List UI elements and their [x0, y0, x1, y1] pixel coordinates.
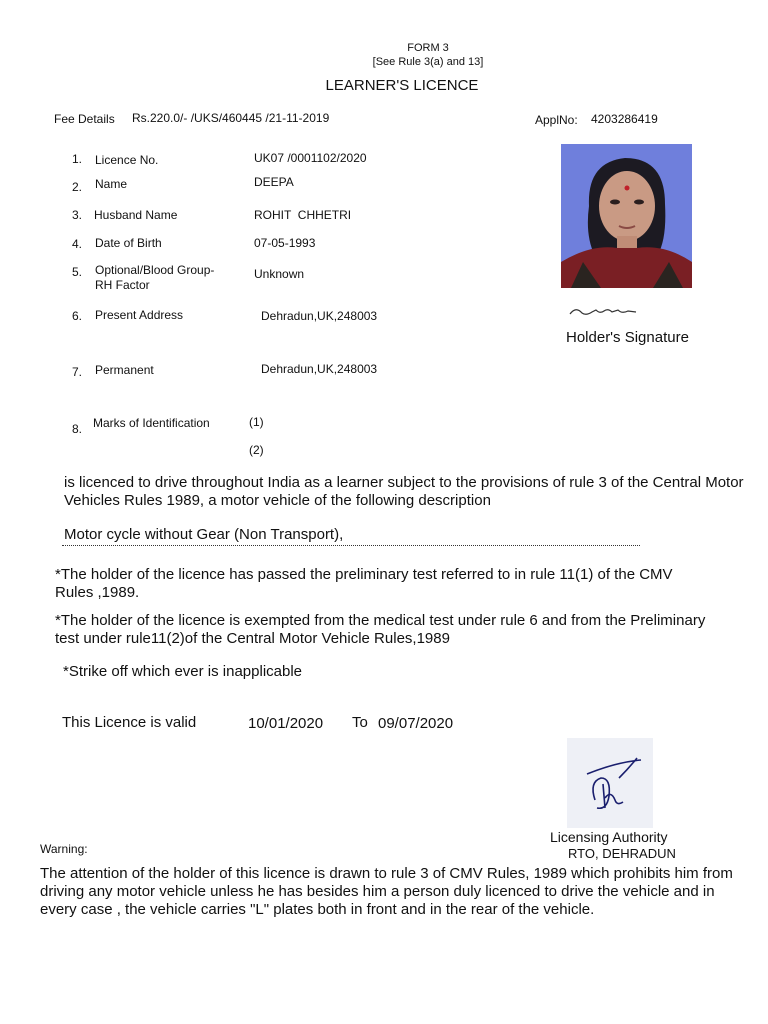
- husband-name-value: ROHIT CHHETRI: [254, 208, 352, 222]
- page-title: LEARNER'S LICENCE: [325, 77, 479, 94]
- warning-label: Warning:: [40, 842, 88, 856]
- holder-signature-label: Holder's Signature: [566, 329, 689, 346]
- authority-signature-icon: [567, 738, 653, 828]
- licence-description: is licenced to drive throughout India as a learner subject to the provisions of rule 3 of the Central Motor Vehicles Rules 1989, a motor vehicle of the following description: [64, 474, 744, 509]
- field-number: 2.: [72, 180, 83, 194]
- licence-no-label: Licence No.: [95, 153, 159, 167]
- field-number: 4.: [72, 237, 83, 251]
- blood-group-label: Optional/Blood Group-: [95, 263, 215, 277]
- authority-signature-image: [567, 738, 653, 828]
- passed-test-note: *The holder of the licence has passed the preliminary test referred to in rule 11(1) of the CMV Rules ,1989.: [55, 566, 673, 601]
- present-address-label: Present Address: [95, 308, 184, 322]
- dob-value: 07-05-1993: [254, 236, 316, 250]
- dotted-divider: [62, 545, 640, 546]
- identification-marks-label: Marks of Identification: [93, 416, 210, 430]
- field-number: 7.: [72, 365, 83, 379]
- fee-details-label: Fee Details: [54, 112, 115, 126]
- vehicle-class: Motor cycle without Gear (Non Transport),: [64, 526, 344, 543]
- form-rule-reference: [See Rule 3(a) and 13]: [372, 56, 484, 68]
- permanent-address-value: Dehradun,UK,248003: [261, 362, 378, 376]
- holder-portrait-image: [561, 144, 692, 288]
- valid-to: 09/07/2020: [378, 715, 454, 732]
- field-number: 8.: [72, 422, 83, 436]
- appl-no-value: 4203286419: [591, 112, 658, 126]
- strike-off-note: *Strike off which ever is inapplicable: [63, 663, 303, 680]
- name-label: Name: [95, 177, 128, 191]
- blood-group-value: Unknown: [254, 267, 305, 281]
- licence-no-value: UK07 /0001102/2020: [254, 151, 367, 165]
- field-number: 1.: [72, 152, 83, 166]
- dob-label: Date of Birth: [95, 236, 162, 250]
- name-value: DEEPA: [254, 175, 294, 189]
- field-number: 6.: [72, 309, 83, 323]
- valid-from: 10/01/2020: [248, 715, 324, 732]
- fee-details-value: Rs.220.0/- /UKS/460445 /21-11-2019: [132, 111, 330, 125]
- permanent-address-label: Permanent: [95, 363, 154, 377]
- identification-mark-1: (1): [249, 415, 264, 429]
- rh-factor-label: RH Factor: [95, 278, 150, 292]
- exempted-test-note: *The holder of the licence is exempted from the medical test under rule 6 and from the Preliminary test under rule11(2)of the Central Motor Vehicle Rules,1989: [55, 612, 706, 647]
- validity-to-label: To: [352, 714, 368, 731]
- form-number: FORM 3: [407, 42, 449, 54]
- licensing-authority-title: Licensing Authority: [550, 829, 668, 845]
- holder-photo: [561, 144, 692, 288]
- field-number: 3.: [72, 208, 83, 222]
- warning-text: The attention of the holder of this licence is drawn to rule 3 of CMV Rules, 1989 which prohibits him from driving any motor vehicle unless he has besides him a person duly licenced to drive the vehicle and in every case , the vehicle carries "L" plates both in front and in the rear of the vehicle.: [40, 865, 733, 918]
- husband-name-label: Husband Name: [94, 208, 178, 222]
- licensing-authority-office: RTO, DEHRADUN: [568, 846, 676, 861]
- present-address-value: Dehradun,UK,248003: [261, 309, 378, 323]
- identification-mark-2: (2): [249, 443, 264, 457]
- field-number: 5.: [72, 265, 83, 279]
- validity-label: This Licence is valid: [62, 714, 197, 731]
- appl-no-label: ApplNo:: [535, 113, 578, 127]
- holder-signature-image: [566, 302, 654, 320]
